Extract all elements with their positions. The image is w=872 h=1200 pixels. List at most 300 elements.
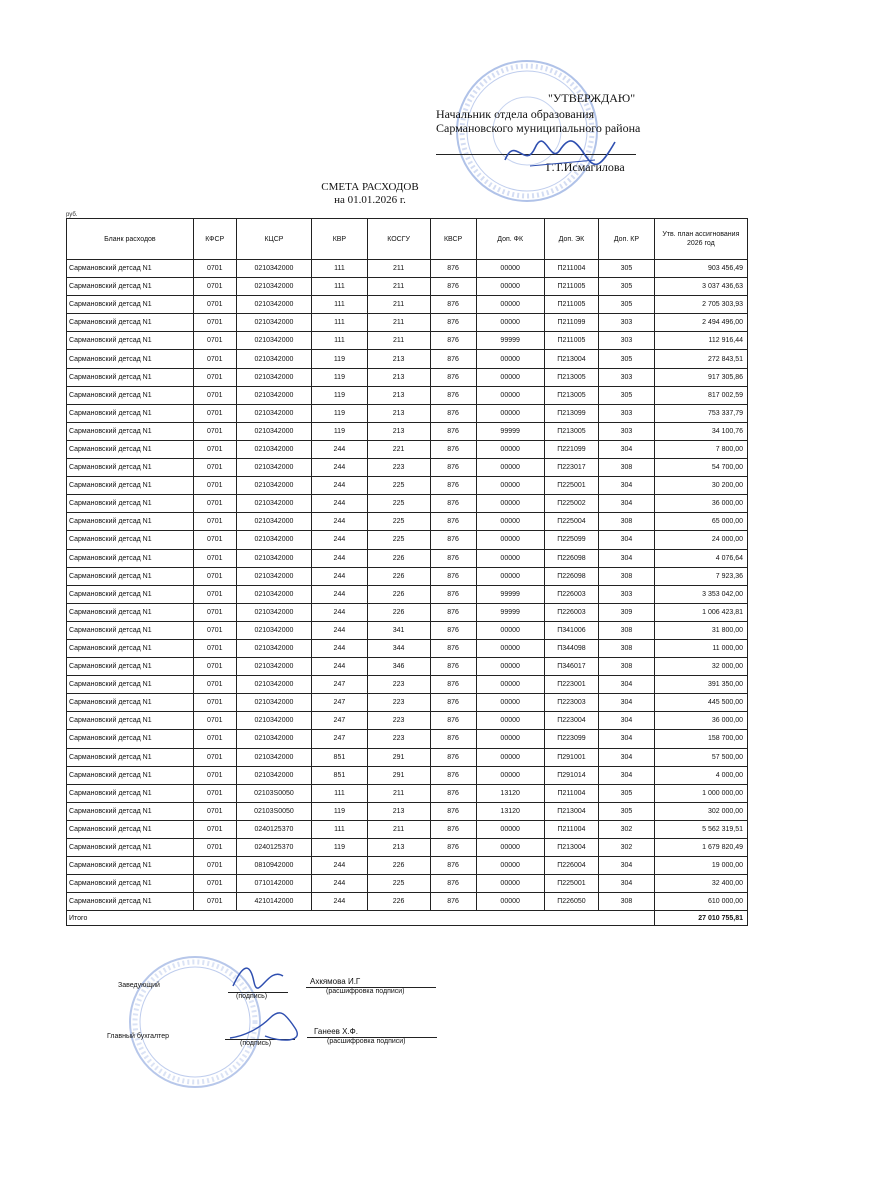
table-row: [67, 296, 748, 314]
table-cell: П211099: [544, 314, 598, 332]
table-cell: 19 000,00: [654, 857, 747, 875]
document-title: СМЕТА РАСХОДОВ: [321, 181, 419, 193]
table-cell: П226004: [544, 857, 598, 875]
table-cell: Сармановский детсад N1: [67, 278, 194, 296]
table-cell: 0701: [193, 748, 236, 766]
table-row: [67, 440, 748, 458]
table-cell: 876: [430, 440, 476, 458]
table-cell: 0710142000: [236, 875, 311, 893]
table-cell: 0701: [193, 639, 236, 657]
table-cell: 247: [312, 730, 368, 748]
table-cell: 817 002,59: [654, 386, 747, 404]
table-cell: 917 305,86: [654, 368, 747, 386]
table-cell: 211: [367, 784, 430, 802]
table-cell: 304: [599, 694, 655, 712]
table-cell: 851: [312, 766, 368, 784]
table-cell: 0210342000: [236, 386, 311, 404]
table-cell: 111: [312, 260, 368, 278]
table-cell: 0210342000: [236, 278, 311, 296]
table-cell: 0701: [193, 712, 236, 730]
head-signature-caption: (подпись): [236, 993, 268, 1000]
table-cell: П226003: [544, 603, 598, 621]
table-cell: Сармановский детсад N1: [67, 585, 194, 603]
table-cell: 119: [312, 386, 368, 404]
table-cell: 0210342000: [236, 404, 311, 422]
table-cell: 0701: [193, 477, 236, 495]
table-cell: 34 100,76: [654, 422, 747, 440]
table-cell: 876: [430, 404, 476, 422]
table-row: [67, 585, 748, 603]
column-header: КВСР: [430, 219, 476, 260]
table-cell: 0701: [193, 802, 236, 820]
table-cell: 303: [599, 368, 655, 386]
table-cell: 223: [367, 459, 430, 477]
table-cell: 225: [367, 875, 430, 893]
table-cell: 223: [367, 694, 430, 712]
table-cell: 00000: [476, 314, 544, 332]
table-cell: 111: [312, 820, 368, 838]
table-cell: 391 350,00: [654, 676, 747, 694]
table-cell: 303: [599, 332, 655, 350]
accountant-name: Ганеев Х.Ф.: [314, 1027, 358, 1036]
table-cell: 0701: [193, 459, 236, 477]
table-cell: 0210342000: [236, 676, 311, 694]
table-cell: 225: [367, 513, 430, 531]
table-cell: 00000: [476, 459, 544, 477]
table-cell: 00000: [476, 549, 544, 567]
table-cell: 00000: [476, 513, 544, 531]
table-cell: 0210342000: [236, 260, 311, 278]
table-cell: 211: [367, 820, 430, 838]
table-row: [67, 350, 748, 368]
table-cell: 4 000,00: [654, 766, 747, 784]
table-cell: 247: [312, 676, 368, 694]
table-cell: П225004: [544, 513, 598, 531]
table-cell: 00000: [476, 857, 544, 875]
table-cell: 00000: [476, 730, 544, 748]
column-header: Доп. ФК: [476, 219, 544, 260]
table-cell: 2 494 496,00: [654, 314, 747, 332]
table-cell: 876: [430, 332, 476, 350]
table-cell: 32 400,00: [654, 875, 747, 893]
table-cell: П225099: [544, 531, 598, 549]
table-cell: 876: [430, 260, 476, 278]
table-cell: 344: [367, 639, 430, 657]
table-cell: 00000: [476, 839, 544, 857]
table-cell: 303: [599, 404, 655, 422]
table-cell: 0210342000: [236, 694, 311, 712]
table-cell: П221099: [544, 440, 598, 458]
table-cell: Сармановский детсад N1: [67, 260, 194, 278]
approval-signature-line: [436, 154, 636, 155]
table-cell: 304: [599, 712, 655, 730]
table-cell: 111: [312, 278, 368, 296]
table-cell: П211005: [544, 332, 598, 350]
table-cell: 0701: [193, 368, 236, 386]
table-cell: 304: [599, 531, 655, 549]
table-row: [67, 477, 748, 495]
table-cell: 02103S0050: [236, 802, 311, 820]
table-cell: 0701: [193, 332, 236, 350]
table-cell: 99999: [476, 603, 544, 621]
table-row: [67, 260, 748, 278]
table-row: [67, 784, 748, 802]
table-cell: Сармановский детсад N1: [67, 350, 194, 368]
table-cell: П344098: [544, 639, 598, 657]
table-cell: 876: [430, 603, 476, 621]
table-cell: 99999: [476, 585, 544, 603]
table-row: [67, 332, 748, 350]
table-row: [67, 658, 748, 676]
table-cell: 1 006 423,81: [654, 603, 747, 621]
table-cell: 32 000,00: [654, 658, 747, 676]
table-cell: П223001: [544, 676, 598, 694]
table-cell: 119: [312, 802, 368, 820]
table-cell: П341006: [544, 621, 598, 639]
table-cell: 0701: [193, 549, 236, 567]
table-cell: Сармановский детсад N1: [67, 639, 194, 657]
table-cell: Сармановский детсад N1: [67, 730, 194, 748]
expense-table: [66, 218, 748, 926]
table-cell: П223003: [544, 694, 598, 712]
table-cell: Сармановский детсад N1: [67, 440, 194, 458]
table-row: [67, 802, 748, 820]
table-cell: 213: [367, 422, 430, 440]
table-cell: Сармановский детсад N1: [67, 368, 194, 386]
accountant-signature-caption: (подпись): [240, 1040, 272, 1047]
column-header: Доп. ЭК: [544, 219, 598, 260]
table-cell: 0240125370: [236, 820, 311, 838]
table-row: [67, 278, 748, 296]
table-row: [67, 676, 748, 694]
table-cell: 2 705 303,93: [654, 296, 747, 314]
table-cell: Сармановский детсад N1: [67, 875, 194, 893]
table-row: [67, 893, 748, 911]
table-cell: 211: [367, 332, 430, 350]
table-cell: 0701: [193, 585, 236, 603]
table-cell: 0210342000: [236, 766, 311, 784]
table-cell: 02103S0050: [236, 784, 311, 802]
table-cell: 244: [312, 440, 368, 458]
table-cell: 244: [312, 495, 368, 513]
table-cell: П226003: [544, 585, 598, 603]
table-cell: 213: [367, 386, 430, 404]
table-row: [67, 621, 748, 639]
table-cell: П211004: [544, 260, 598, 278]
table-cell: 119: [312, 368, 368, 386]
table-cell: 876: [430, 531, 476, 549]
table-cell: 211: [367, 314, 430, 332]
table-cell: 303: [599, 422, 655, 440]
table-cell: 244: [312, 549, 368, 567]
table-cell: 244: [312, 459, 368, 477]
bottom-seal-stamp: [125, 952, 268, 1092]
table-cell: 213: [367, 839, 430, 857]
table-cell: 291: [367, 748, 430, 766]
table-cell: 223: [367, 730, 430, 748]
table-cell: 305: [599, 260, 655, 278]
table-cell: П226050: [544, 893, 598, 911]
table-cell: 00000: [476, 495, 544, 513]
table-cell: 223: [367, 712, 430, 730]
table-row: [67, 314, 748, 332]
table-row: [67, 766, 748, 784]
table-cell: 111: [312, 332, 368, 350]
table-cell: 221: [367, 440, 430, 458]
table-row: [67, 513, 748, 531]
approval-position-line2: Сармановского муниципального района: [436, 121, 641, 135]
column-header: КВР: [312, 219, 368, 260]
column-header: КОСГУ: [367, 219, 430, 260]
table-cell: 0210342000: [236, 567, 311, 585]
table-row: [67, 820, 748, 838]
table-cell: 876: [430, 459, 476, 477]
table-cell: 309: [599, 603, 655, 621]
table-cell: 308: [599, 893, 655, 911]
table-cell: 11 000,00: [654, 639, 747, 657]
table-cell: 876: [430, 549, 476, 567]
table-cell: 303: [599, 585, 655, 603]
table-cell: 876: [430, 495, 476, 513]
table-cell: 305: [599, 296, 655, 314]
table-cell: 00000: [476, 875, 544, 893]
table-cell: 0210342000: [236, 658, 311, 676]
table-cell: Сармановский детсад N1: [67, 386, 194, 404]
table-cell: 610 000,00: [654, 893, 747, 911]
table-cell: Сармановский детсад N1: [67, 712, 194, 730]
table-cell: Сармановский детсад N1: [67, 603, 194, 621]
table-cell: Сармановский детсад N1: [67, 820, 194, 838]
table-cell: Сармановский детсад N1: [67, 621, 194, 639]
table-cell: 903 456,49: [654, 260, 747, 278]
table-cell: 0210342000: [236, 368, 311, 386]
total-label: Итого: [67, 911, 655, 926]
table-row: [67, 857, 748, 875]
table-cell: 0210342000: [236, 639, 311, 657]
table-cell: 244: [312, 585, 368, 603]
table-cell: Сармановский детсад N1: [67, 567, 194, 585]
head-label: Заведующий: [118, 982, 160, 989]
table-cell: 0701: [193, 513, 236, 531]
table-row: [67, 549, 748, 567]
table-cell: 0701: [193, 314, 236, 332]
table-cell: П213099: [544, 404, 598, 422]
table-cell: 0701: [193, 857, 236, 875]
table-cell: 5 562 319,51: [654, 820, 747, 838]
table-cell: 119: [312, 422, 368, 440]
table-cell: П213005: [544, 368, 598, 386]
table-row: [67, 422, 748, 440]
table-cell: 00000: [476, 278, 544, 296]
table-cell: 876: [430, 802, 476, 820]
table-cell: 876: [430, 839, 476, 857]
table-cell: 00000: [476, 404, 544, 422]
table-cell: 0210342000: [236, 495, 311, 513]
table-cell: 304: [599, 875, 655, 893]
table-cell: 225: [367, 495, 430, 513]
table-cell: 00000: [476, 766, 544, 784]
table-cell: Сармановский детсад N1: [67, 676, 194, 694]
table-cell: 876: [430, 296, 476, 314]
table-cell: 0210342000: [236, 549, 311, 567]
table-row: [67, 495, 748, 513]
head-signature-block: [118, 977, 448, 1002]
table-cell: 36 000,00: [654, 712, 747, 730]
table-cell: 303: [599, 314, 655, 332]
table-cell: 0210342000: [236, 350, 311, 368]
approval-word: "УТВЕРЖДАЮ": [548, 91, 636, 105]
table-cell: 36 000,00: [654, 495, 747, 513]
table-cell: 0210342000: [236, 332, 311, 350]
table-cell: 213: [367, 368, 430, 386]
table-cell: 00000: [476, 567, 544, 585]
table-cell: 304: [599, 440, 655, 458]
table-cell: 876: [430, 857, 476, 875]
table-cell: П213004: [544, 350, 598, 368]
table-cell: 00000: [476, 748, 544, 766]
table-cell: 13120: [476, 784, 544, 802]
approval-position-line1: Начальник отдела образования: [436, 107, 595, 121]
table-cell: 0210342000: [236, 748, 311, 766]
table-cell: 00000: [476, 712, 544, 730]
table-cell: 111: [312, 784, 368, 802]
table-cell: 244: [312, 531, 368, 549]
table-cell: 0701: [193, 278, 236, 296]
table-cell: 0210342000: [236, 730, 311, 748]
table-cell: 308: [599, 658, 655, 676]
table-cell: 24 000,00: [654, 531, 747, 549]
table-cell: 3 353 042,00: [654, 585, 747, 603]
table-row: [67, 694, 748, 712]
table-cell: 876: [430, 893, 476, 911]
table-row: [67, 839, 748, 857]
table-cell: 00000: [476, 368, 544, 386]
table-row: [67, 875, 748, 893]
table-cell: 4 076,64: [654, 549, 747, 567]
table-cell: 0701: [193, 531, 236, 549]
table-cell: 0210342000: [236, 296, 311, 314]
table-cell: 225: [367, 531, 430, 549]
table-cell: 308: [599, 621, 655, 639]
table-cell: 00000: [476, 820, 544, 838]
table-cell: 753 337,79: [654, 404, 747, 422]
column-header: КЦСР: [236, 219, 311, 260]
table-cell: 244: [312, 603, 368, 621]
table-cell: П346017: [544, 658, 598, 676]
table-cell: 226: [367, 603, 430, 621]
table-cell: 226: [367, 585, 430, 603]
table-cell: 226: [367, 857, 430, 875]
head-name: Ахкямова И.Г: [310, 977, 361, 986]
table-cell: 876: [430, 658, 476, 676]
table-cell: 305: [599, 386, 655, 404]
table-cell: П225001: [544, 875, 598, 893]
table-cell: 304: [599, 495, 655, 513]
table-cell: 0210342000: [236, 603, 311, 621]
table-cell: 112 916,44: [654, 332, 747, 350]
table-cell: 54 700,00: [654, 459, 747, 477]
table-cell: 0810942000: [236, 857, 311, 875]
table-cell: П226098: [544, 549, 598, 567]
table-row: [67, 459, 748, 477]
table-cell: 341: [367, 621, 430, 639]
table-cell: 876: [430, 585, 476, 603]
table-cell: 00000: [476, 386, 544, 404]
table-row: [67, 603, 748, 621]
table-cell: 0701: [193, 386, 236, 404]
table-cell: 876: [430, 314, 476, 332]
table-cell: 00000: [476, 621, 544, 639]
table-cell: 244: [312, 875, 368, 893]
table-cell: 244: [312, 658, 368, 676]
table-cell: 99999: [476, 422, 544, 440]
table-cell: 0701: [193, 621, 236, 639]
column-header: КФСР: [193, 219, 236, 260]
table-cell: 0701: [193, 820, 236, 838]
column-header: Бланк расходов: [67, 219, 194, 260]
table-cell: 346: [367, 658, 430, 676]
table-cell: 304: [599, 730, 655, 748]
table-cell: 211: [367, 260, 430, 278]
table-cell: 00000: [476, 350, 544, 368]
table-cell: 213: [367, 350, 430, 368]
table-cell: 308: [599, 513, 655, 531]
table-row: [67, 712, 748, 730]
table-cell: 211: [367, 278, 430, 296]
table-cell: Сармановский детсад N1: [67, 748, 194, 766]
table-cell: 302: [599, 820, 655, 838]
table-cell: 876: [430, 820, 476, 838]
table-cell: Сармановский детсад N1: [67, 784, 194, 802]
table-row: [67, 730, 748, 748]
table-cell: 0701: [193, 260, 236, 278]
table-cell: Сармановский детсад N1: [67, 549, 194, 567]
approval-signature-name: Г.Т.Исмагилова: [546, 160, 625, 174]
table-cell: 247: [312, 712, 368, 730]
table-cell: 308: [599, 567, 655, 585]
table-cell: 305: [599, 350, 655, 368]
table-cell: 304: [599, 676, 655, 694]
table-cell: 0701: [193, 495, 236, 513]
table-cell: 0701: [193, 676, 236, 694]
table-cell: 00000: [476, 260, 544, 278]
table-cell: 0210342000: [236, 513, 311, 531]
table-cell: 876: [430, 621, 476, 639]
table-cell: 0701: [193, 893, 236, 911]
table-cell: 158 700,00: [654, 730, 747, 748]
table-cell: 244: [312, 567, 368, 585]
table-cell: 0240125370: [236, 839, 311, 857]
table-cell: 65 000,00: [654, 513, 747, 531]
table-cell: 3 037 436,63: [654, 278, 747, 296]
table-cell: 0701: [193, 350, 236, 368]
table-cell: 0701: [193, 784, 236, 802]
table-cell: 0701: [193, 422, 236, 440]
table-cell: Сармановский детсад N1: [67, 477, 194, 495]
table-cell: 0210342000: [236, 314, 311, 332]
table-cell: 1 679 820,49: [654, 839, 747, 857]
table-cell: П291001: [544, 748, 598, 766]
table-cell: 00000: [476, 531, 544, 549]
table-row: [67, 368, 748, 386]
table-cell: П223004: [544, 712, 598, 730]
table-cell: 302: [599, 839, 655, 857]
table-cell: 0210342000: [236, 621, 311, 639]
table-cell: 00000: [476, 296, 544, 314]
table-cell: 00000: [476, 676, 544, 694]
table-cell: 304: [599, 857, 655, 875]
table-cell: Сармановский детсад N1: [67, 513, 194, 531]
